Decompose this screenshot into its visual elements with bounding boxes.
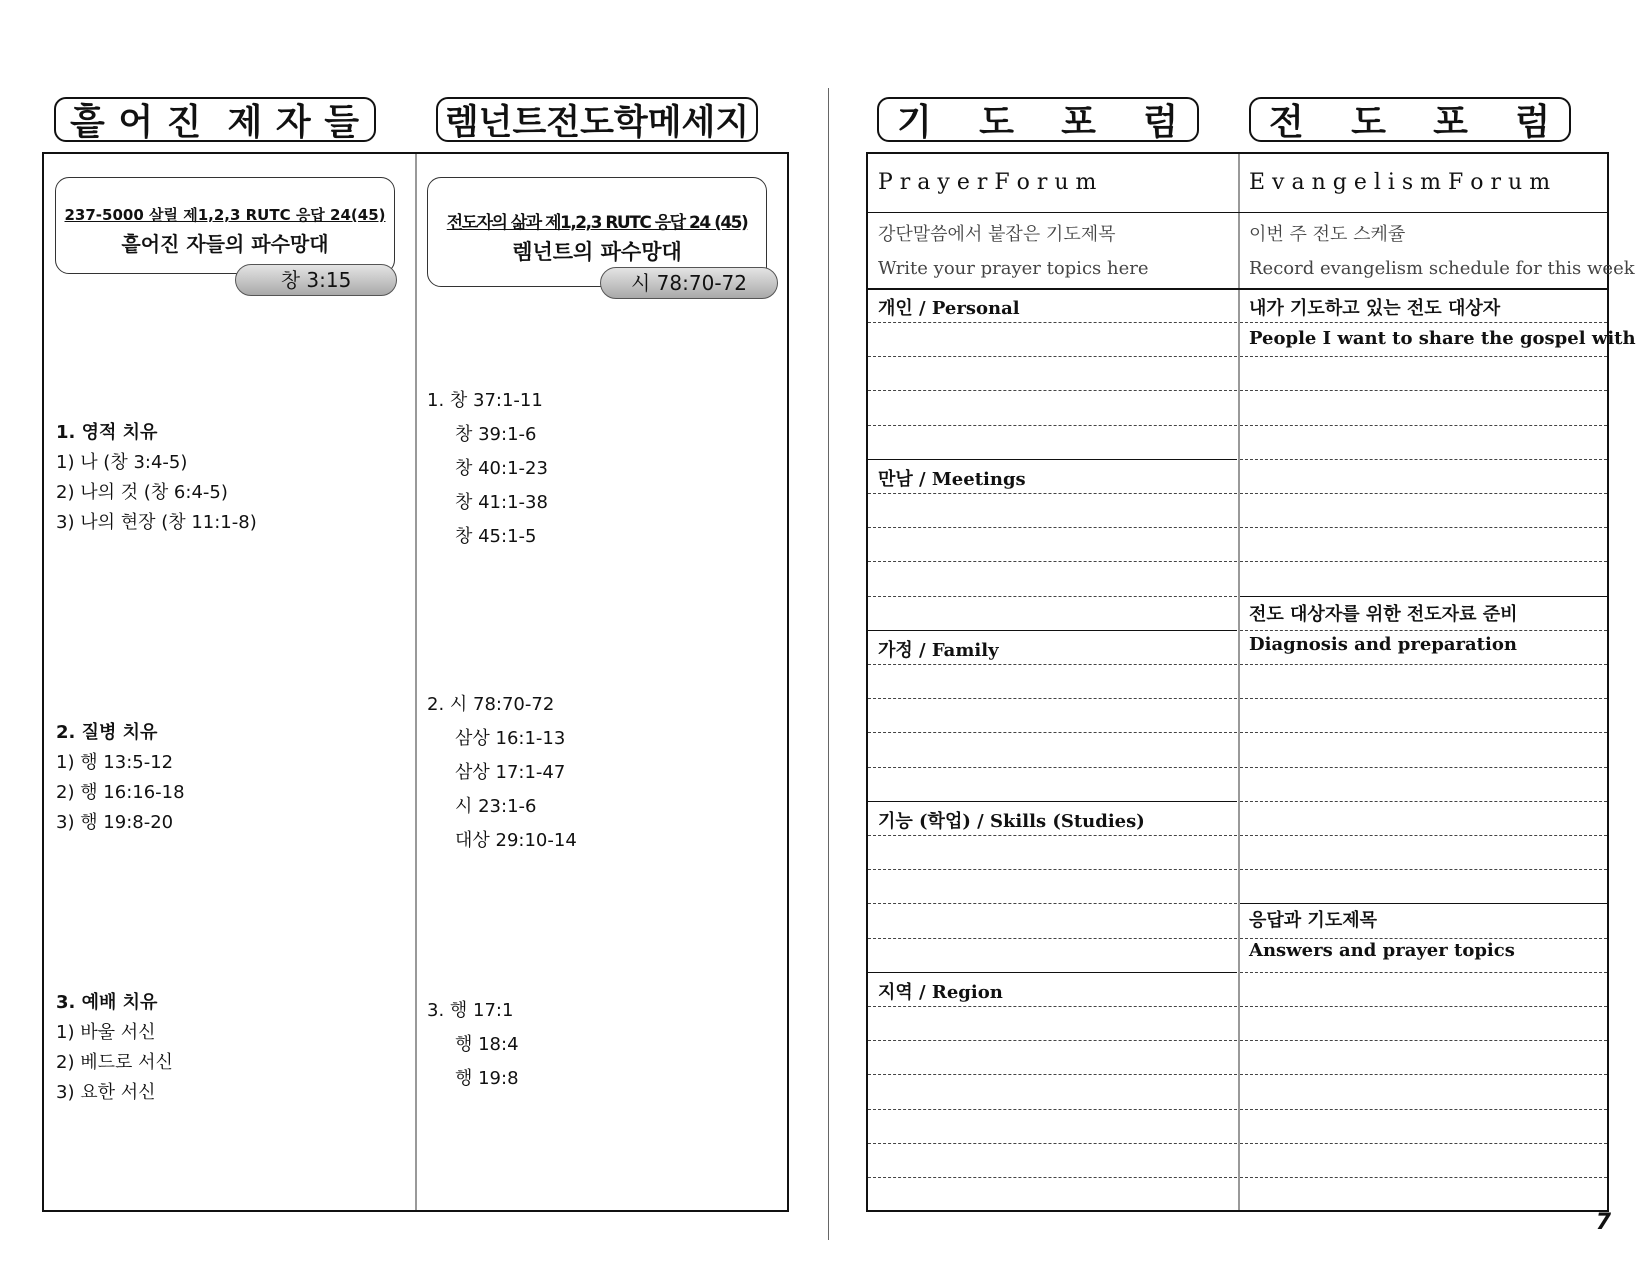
scripture-ref: 시 23:1-6 [455, 796, 537, 817]
scripture-ref: 창 45:1-5 [455, 526, 537, 547]
scripture-ref: 창 41:1-38 [455, 492, 548, 513]
writing-line [1240, 1177, 1607, 1178]
title-char: 자 [275, 102, 312, 143]
writing-line [868, 493, 1237, 494]
writing-line [868, 425, 1237, 426]
scripture-ref: 행 18:4 [455, 1034, 519, 1055]
section-item: 2) 나의 것 (창 6:4-5) [56, 482, 228, 503]
section-item: 1) 나 (창 3:4-5) [56, 452, 188, 473]
section-title: 1. 영적 치유 [56, 422, 158, 443]
section-title: 3. 예배 치유 [56, 992, 158, 1013]
title-char: 제 [227, 102, 264, 143]
section-item: 2) 행 16:16-18 [56, 782, 185, 803]
evangelism-forum-heading: E v a n g e l i s m F o r u m [1249, 170, 1551, 195]
page-number: 7 [1595, 1210, 1611, 1235]
writing-line [868, 322, 1237, 323]
writing-line [868, 1074, 1237, 1075]
title-remnant-message: 렘넌트전도학메세지 [436, 97, 758, 142]
title-char: 흩 [70, 102, 106, 143]
title-char: 럼 [1143, 102, 1179, 143]
forum-table [866, 152, 1636, 1212]
writing-line [1240, 322, 1607, 323]
scripture-ref: 2. 시 78:70-72 [427, 694, 555, 715]
section-item: 3) 행 19:8-20 [56, 812, 174, 833]
writing-line [868, 1143, 1237, 1144]
writing-line [1240, 493, 1607, 494]
writing-line [1240, 390, 1607, 391]
writing-line [1240, 972, 1607, 973]
writing-line [1240, 664, 1607, 665]
title-char: 전 [1269, 102, 1305, 143]
writing-line [1240, 801, 1607, 802]
title-char: 포 [1061, 102, 1097, 143]
forum-column-divider [1238, 154, 1240, 1210]
writing-line [868, 938, 1237, 939]
header-rule [868, 212, 1607, 213]
writing-line [868, 1109, 1237, 1110]
prayer-subheading-en: Write your prayer topics here [878, 258, 1149, 279]
prayer-category: 지역 / Region [878, 982, 1003, 1003]
section-item: 1) 바울 서신 [56, 1022, 156, 1043]
section-title: 2. 질병 치유 [56, 722, 158, 743]
writing-line [868, 596, 1237, 597]
message-title: 흩어진 자들의 파수망대 [121, 232, 329, 256]
scripture-ref: 대상 29:10-14 [455, 830, 577, 851]
title-char: 기 [897, 102, 933, 143]
left-sermon-box [42, 152, 789, 1212]
writing-line [868, 561, 1237, 562]
message-subtitle: 237-5000 살릴 제1,2,3 RUTC 응답 24(45) [64, 206, 386, 224]
title-char: 포 [1433, 102, 1469, 143]
scripture-ref: 3. 행 17:1 [427, 1000, 514, 1021]
evangelism-subheading-ko: 이번 주 전도 스케쥴 [1249, 224, 1406, 245]
title-prayer-forum [877, 97, 1199, 142]
writing-line [868, 903, 1237, 904]
section-item: 3) 요한 서신 [56, 1082, 156, 1103]
title-char: 럼 [1515, 102, 1551, 143]
scripture-pill: 시 78:70-72 [600, 267, 778, 299]
category-rule [868, 972, 1237, 973]
evangelism-subheading-en: Record evangelism schedule for this week [1249, 258, 1635, 279]
writing-line [1240, 630, 1607, 631]
writing-line [1240, 459, 1607, 460]
writing-line [1240, 356, 1607, 357]
writing-line [1240, 425, 1607, 426]
writing-line [868, 664, 1237, 665]
title-char: 진 [166, 102, 203, 143]
message-subtitle: 전도자의 삶과 제1,2,3 RUTC 응답 24 (45) [446, 213, 748, 233]
prayer-category: 만남 / Meetings [878, 469, 1026, 490]
writing-line [868, 835, 1237, 836]
title-char: 도 [979, 102, 1015, 143]
title-char: 도 [1351, 102, 1387, 143]
column-divider [415, 154, 417, 1210]
scripture-pill: 창 3:15 [235, 264, 397, 296]
evangelism-section-ko: 내가 기도하고 있는 전도 대상자 [1249, 298, 1501, 319]
evangelism-section-ko: 전도 대상자를 위한 전도자료 준비 [1249, 604, 1518, 625]
prayer-forum-heading: P r a y e r F o r u m [878, 170, 1097, 195]
writing-line [1240, 1040, 1607, 1041]
title-char: 어 [118, 102, 155, 143]
evangelism-section-ko: 응답과 기도제목 [1249, 910, 1377, 931]
prayer-subheading-ko: 강단말씀에서 붙잡은 기도제목 [878, 224, 1116, 245]
message-box-1 [55, 177, 395, 274]
writing-line [1240, 1074, 1607, 1075]
writing-line [1240, 767, 1607, 768]
section-rule [1240, 596, 1607, 597]
category-rule [868, 459, 1237, 460]
scripture-ref: 1. 창 37:1-11 [427, 390, 543, 411]
title-char: 들 [324, 102, 360, 143]
subheader-rule [868, 288, 1607, 290]
section-item: 2) 베드로 서신 [56, 1052, 173, 1073]
writing-line [868, 527, 1237, 528]
message-title: 렘넌트의 파수망대 [512, 240, 682, 264]
writing-line [1240, 1006, 1607, 1007]
evangelism-section-en: People I want to share the gospel with [1249, 328, 1636, 349]
evangelism-section-en: Answers and prayer topics [1249, 940, 1515, 961]
writing-line [1240, 698, 1607, 699]
writing-line [868, 732, 1237, 733]
section-item: 3) 나의 현장 (창 11:1-8) [56, 512, 257, 533]
writing-line [868, 356, 1237, 357]
scripture-ref: 삼상 16:1-13 [455, 728, 566, 749]
writing-line [868, 1177, 1237, 1178]
writing-line [868, 1006, 1237, 1007]
title-scattered-disciples [54, 97, 376, 142]
page-gutter [828, 88, 829, 1240]
writing-line [1240, 1143, 1607, 1144]
category-rule [868, 801, 1237, 802]
writing-line [1240, 527, 1607, 528]
writing-line [1240, 732, 1607, 733]
writing-line [868, 390, 1237, 391]
writing-line [1240, 1109, 1607, 1110]
prayer-category: 개인 / Personal [878, 298, 1020, 319]
scripture-ref: 삼상 17:1-47 [455, 762, 566, 783]
writing-line [868, 1040, 1237, 1041]
title-evangelism-forum [1249, 97, 1571, 142]
scripture-ref: 행 19:8 [455, 1068, 519, 1089]
writing-line [868, 869, 1237, 870]
writing-line [1240, 869, 1607, 870]
scripture-ref: 창 39:1-6 [455, 424, 537, 445]
writing-line [1240, 938, 1607, 939]
category-rule [868, 630, 1237, 631]
prayer-category: 기능 (학업) / Skills (Studies) [878, 811, 1145, 832]
prayer-category: 가정 / Family [878, 640, 999, 661]
writing-line [868, 698, 1237, 699]
writing-line [868, 767, 1237, 768]
section-item: 1) 행 13:5-12 [56, 752, 174, 773]
writing-line [1240, 835, 1607, 836]
writing-line [1240, 561, 1607, 562]
scripture-ref: 창 40:1-23 [455, 458, 548, 479]
evangelism-section-en: Diagnosis and preparation [1249, 634, 1517, 655]
section-rule [1240, 903, 1607, 904]
